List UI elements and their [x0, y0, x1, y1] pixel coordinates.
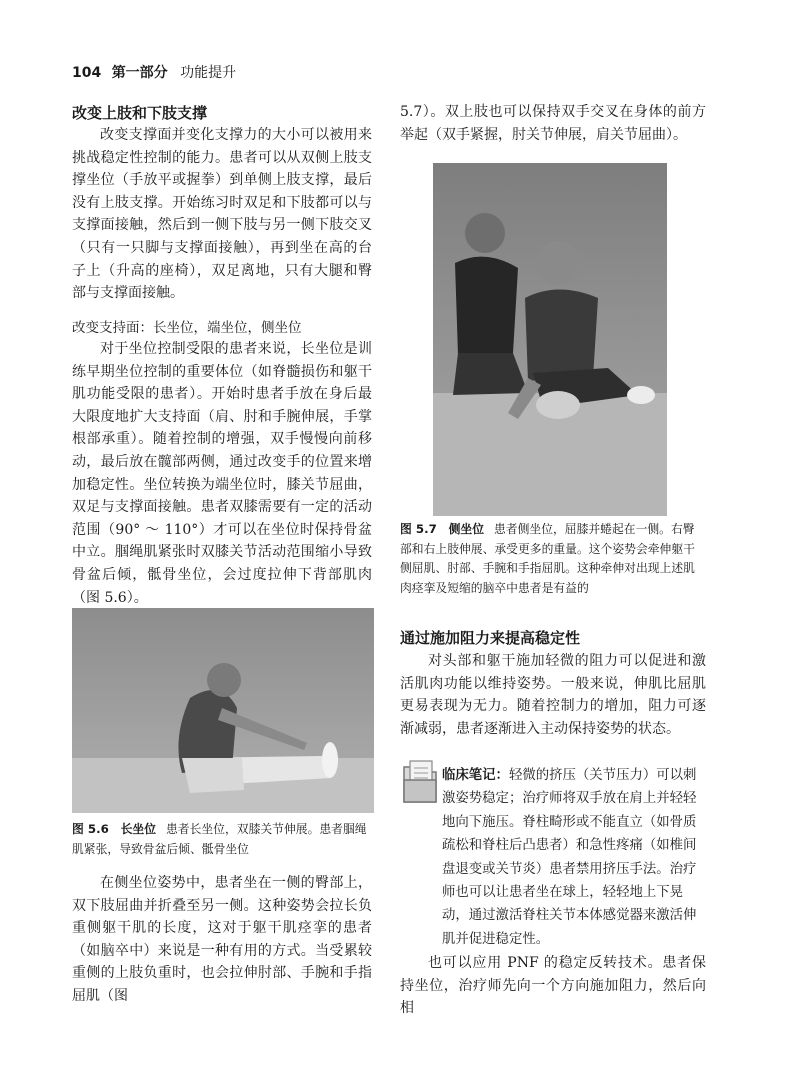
clinical-note-title: 临床笔记： — [442, 768, 509, 783]
clinical-note — [400, 764, 706, 951]
long-sitting-illustration — [72, 608, 374, 813]
figure-5-7-text: 患者侧坐位，屈膝并蜷起在一侧。右臀部和右上肢伸展、承受更多的重量。这个姿势会牵伸躯干侧屈肌、肘部、手腕和手指屈肌。这种牵伸对出现上述肌肉痉挛及短缩的脑卒中患者是有益的 — [400, 522, 695, 595]
chapter-title: 功能提升 — [180, 65, 237, 81]
paragraph-supports: 改变支撑面并变化支撑力的大小可以被用来挑战稳定性控制的能力。患者可以从双侧上肢支撑坐位（手放平或握拳）到单侧上肢支撑，最后没有上肢支撑。开始练习时双足和下肢都可以与支撑面接触，然后到一侧下肢与另一侧下肢交叉（只有一只脚与支撑面接触），再到坐在高的台子上（升高的座椅），双足离地，只有大腿和臀部与支撑面接触。 — [72, 127, 372, 302]
part-label: 第一部分 — [111, 65, 168, 81]
running-header — [72, 62, 236, 82]
figure-5-7-label: 图 5.7 侧坐位 — [400, 522, 484, 536]
paragraph-resistance: 对头部和躯干施加轻微的阻力可以促进和激活肌肉功能以维持姿势。一般来说，伸肌比屈肌更易表现为无力。随着控制力的增加，阻力可逐渐减弱，患者逐渐进入主动保持姿势的状态。 — [400, 653, 706, 737]
figure-5-7-photo — [433, 163, 667, 516]
section-heading-resistance: 通过施加阻力来提高稳定性 — [400, 629, 581, 647]
section-heading-supports: 改变上肢和下肢支撑 — [72, 104, 208, 122]
figure-5-6-photo — [72, 608, 374, 813]
side-sitting-illustration — [433, 163, 667, 516]
paragraph-long-sitting: 对于坐位控制受限的患者来说，长坐位是训练早期坐位控制的重要体位（如脊髓损伤和躯干肌功能受限的患者）。开始时患者手放在身后最大限度地扩大支持面（肩、肘和手腕伸展，手掌根部承重）。随着控制的增强，双手慢慢向前移动，最后放在髋部两侧，通过改变手的位置来增加稳定性。坐位转换为端坐位时，膝关节屈曲，双足与支撑面接触。患者双膝需要有一定的活动范围（90° ～ 110°）才可以在坐位时保持骨盆中立。腘绳肌紧张时双膝关节活动范围缩小导致骨盆后倾，骶骨坐位，会过度拉伸下背部肌肉（图 5.6）。 — [72, 341, 372, 606]
figure-5-7-caption — [400, 520, 706, 598]
figure-5-6-label: 图 5.6 长坐位 — [72, 822, 156, 836]
page-number: 104 — [72, 65, 102, 81]
paragraph-continued: 5.7）。双上肢也可以保持双手交叉在身体的前方举起（双手紧握，肘关节伸展，肩关节屈曲）。 — [400, 104, 706, 143]
paragraph-pnf: 也可以应用 PNF 的稳定反转技术。患者保持坐位，治疗师先向一个方向施加阻力，然后向相 — [400, 955, 706, 1017]
clinical-note-text: 轻微的挤压（关节压力）可以刺激姿势稳定；治疗师将双手放在肩上并轻轻地向下施压。脊柱畸形或不能直立（如骨质疏松和脊柱后凸患者）和急性疼痛（如椎间盘退变或关节炎）患者禁用挤压手法。治疗师也可以让患者坐在球上，轻轻地上下晃动，通过激活脊柱关节本体感觉器来激活伸肌并促进稳定性。 — [442, 768, 697, 947]
figure-5-6-caption — [72, 820, 376, 859]
paragraph-side-sitting: 在侧坐位姿势中，患者坐在一侧的臀部上，双下肢屈曲并折叠至另一侧。这种姿势会拉长负重侧躯干肌的长度，这对于躯干肌痉挛的患者（如脑卒中）来说是一种有用的方式。当受累较重侧的上肢负重时，也会拉伸肘部、手腕和手指屈肌（图 — [72, 875, 372, 1004]
subheading-support-surface: 改变支持面：长坐位，端坐位，侧坐位 — [72, 320, 302, 336]
figure-5-6-text: 患者长坐位，双膝关节伸展。患者腘绳肌紧张，导致骨盆后倾、骶骨坐位 — [72, 822, 367, 856]
